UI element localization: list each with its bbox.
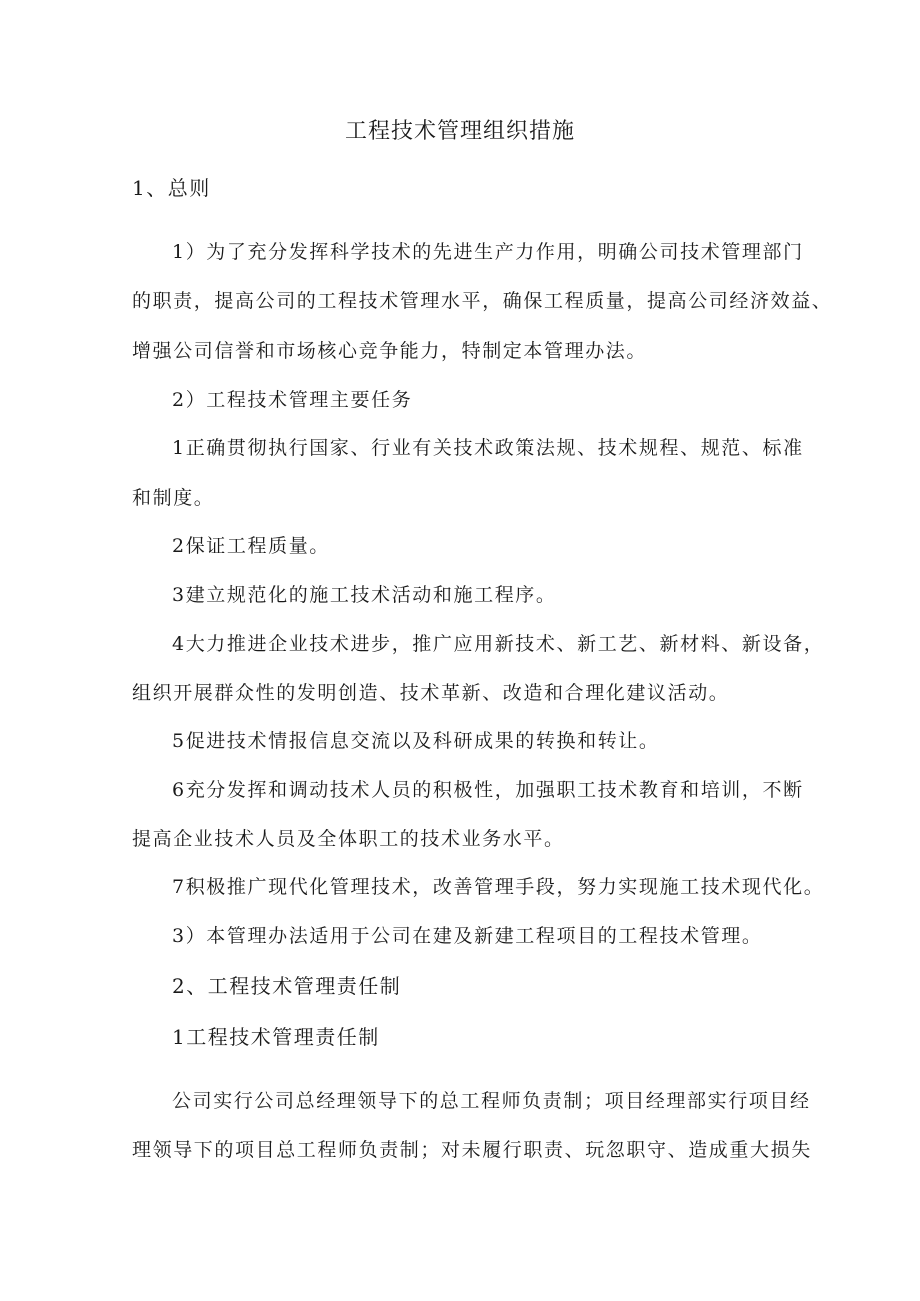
responsibility-line-2: 理领导下的项目总工程师负责制；对未履行职责、玩忽职守、造成重大损失 [132,1139,812,1161]
task-6-line-2: 提高企业技术人员及全体职工的技术业务水平。 [132,828,565,850]
section-2-heading: 2、工程技术管理责任制 [172,974,402,998]
task-7: 7积极推广现代化管理技术，改善管理手段，努力实现施工技术现代化。 [172,876,825,898]
section-1-heading: 1、总则 [132,176,211,200]
task-4-line-1: 4大力推进企业技术进步，推广应用新技术、新工艺、新材料、新设备， [172,633,825,655]
responsibility-line-1: 公司实行公司总经理领导下的总工程师负责制；项目经理部实行项目经 [172,1090,811,1112]
task-4-line-2: 组织开展群众性的发明创造、技术革新、改造和合理化建议活动。 [132,682,730,704]
task-2: 2保证工程质量。 [172,535,330,557]
paragraph-1-line-1: 1）为了充分发挥科学技术的先进生产力作用，明确公司技术管理部门 [172,241,804,263]
document-title: 工程技术管理组织措施 [344,119,575,144]
task-1-line-1: 1正确贯彻执行国家、行业有关技术政策法规、技术规程、规范、标准 [172,437,804,459]
paragraph-3: 3）本管理办法适用于公司在建及新建工程项目的工程技术管理。 [172,925,763,947]
task-5: 5促进技术情报信息交流以及科研成果的转换和转让。 [172,730,660,752]
task-3: 3建立规范化的施工技术活动和施工程序。 [172,584,557,606]
paragraph-1-line-2: 的职责，提高公司的工程技术管理水平，确保工程质量，提高公司经济效益、 [132,290,833,312]
task-1-line-2: 和制度。 [132,487,215,509]
task-6-line-1: 6充分发挥和调动技术人员的积极性，加强职工技术教育和培训，不断 [172,779,804,801]
paragraph-1-line-3: 增强公司信誉和市场核心竞争能力，特制定本管理办法。 [132,340,648,362]
paragraph-2-heading: 2）工程技术管理主要任务 [172,389,413,411]
subsection-1-heading: 1工程技术管理责任制 [172,1025,380,1049]
